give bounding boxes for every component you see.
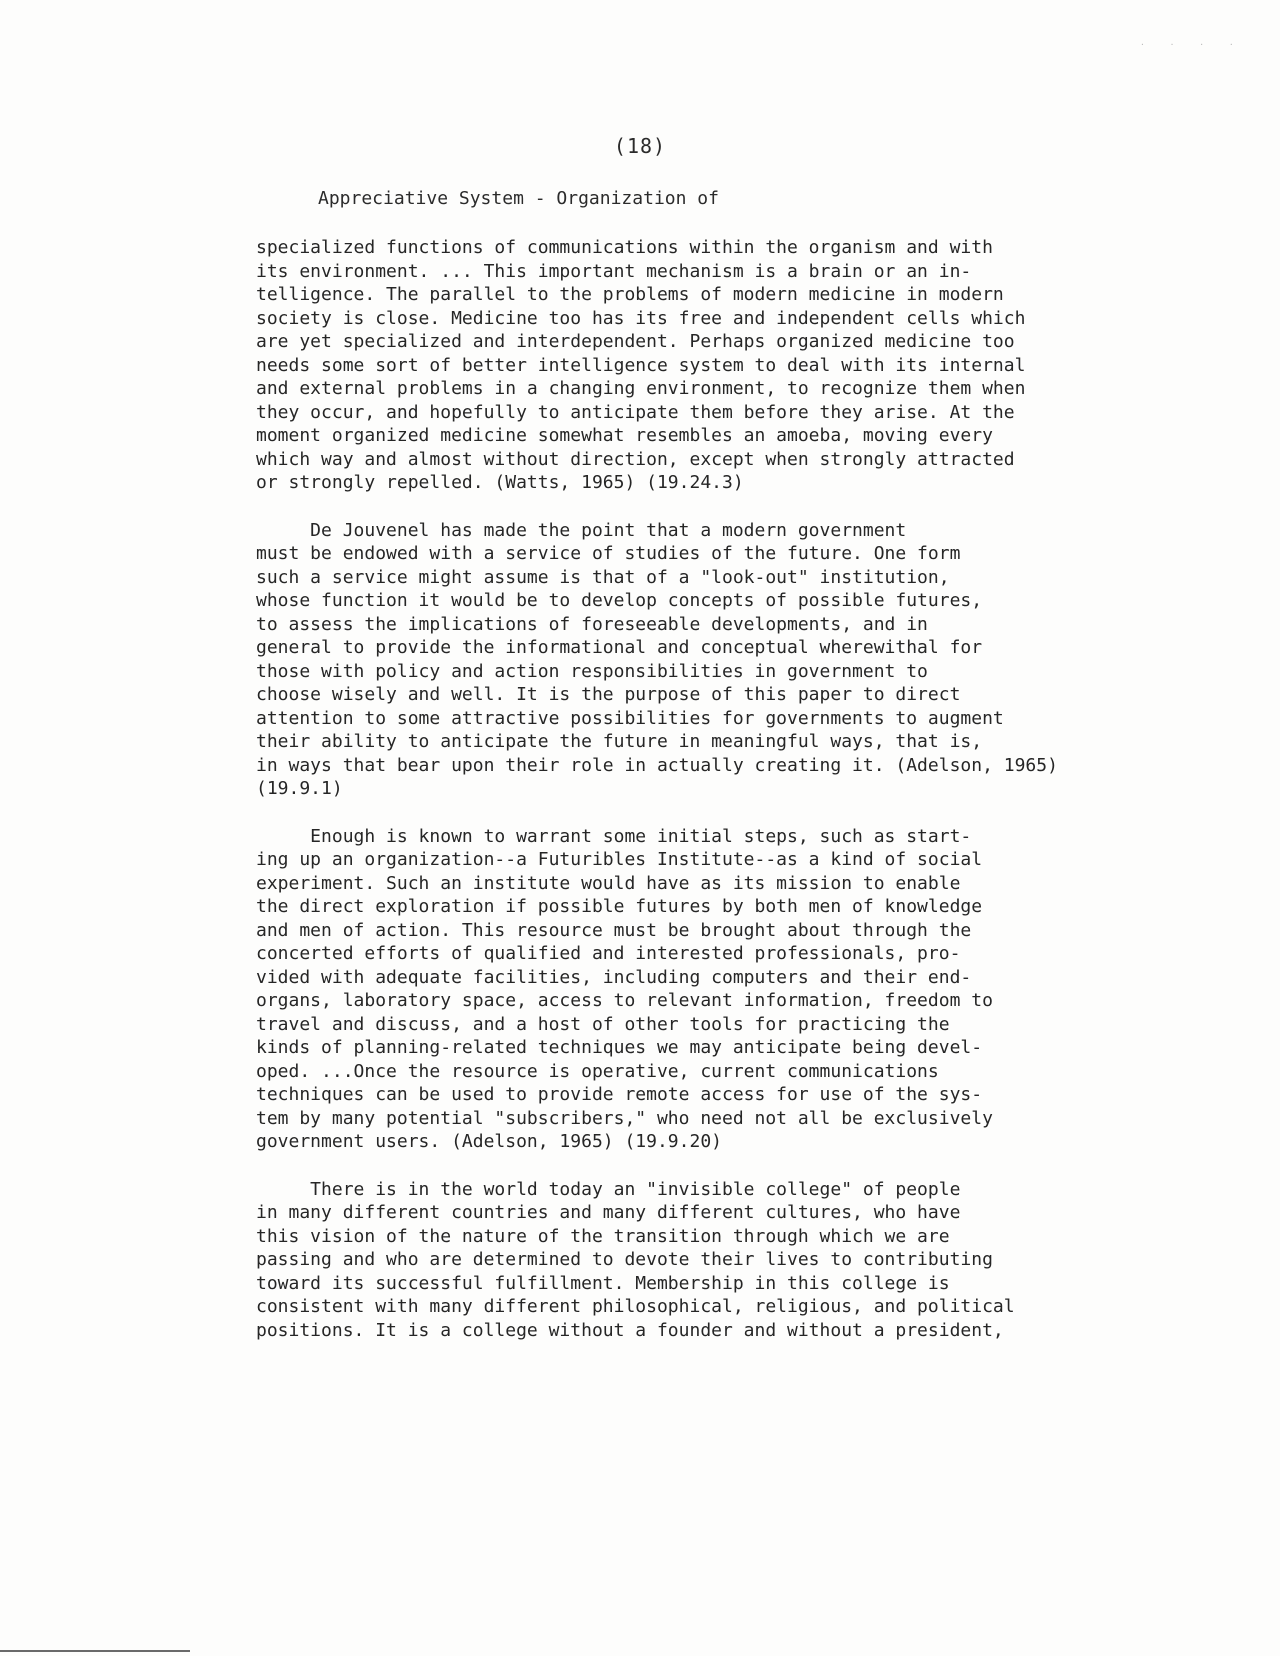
text-line: toward its successful fulfillment. Membership in this college is — [256, 1272, 950, 1294]
paragraph-4 — [256, 1178, 1156, 1343]
text-line: specialized functions of communications within the organism and with — [256, 237, 993, 258]
text-line: the direct exploration if possible futures by both men of knowledge — [256, 896, 983, 917]
text-line: in ways that bear upon their role in actually creating it. (Adelson, 1965) — [256, 754, 1058, 776]
paragraph-gap — [256, 1154, 1156, 1178]
text-line: moment organized medicine somewhat resembles an amoeba, moving every — [256, 425, 993, 446]
page-number: (18) — [613, 134, 667, 158]
text-line: techniques can be used to provide remote access for use of the sys- — [256, 1084, 983, 1105]
text-line: in many different countries and many different cultures, who have — [256, 1202, 961, 1223]
text-line: consistent with many different philosophical, religious, and political — [256, 1296, 1015, 1317]
text-line: tem by many potential "subscribers," who need not all be exclusively — [256, 1107, 993, 1129]
text-line: experiment. Such an institute would have as its mission to enable — [256, 872, 961, 894]
text-line: and men of action. This resource must be brought about through the — [256, 919, 972, 941]
text-line: De Jouvenel has made the point that a modern government — [256, 519, 907, 541]
text-line: those with policy and action responsibilities in government to — [256, 660, 928, 682]
text-line: kinds of planning-related techniques we may anticipate being devel- — [256, 1037, 983, 1058]
text-line: telligence. The parallel to the problems of modern medicine in modern — [256, 284, 1004, 305]
text-line: Enough is known to warrant some initial steps, such as start- — [256, 825, 972, 847]
text-line: or strongly repelled. (Watts, 1965) (19.24.3) — [256, 472, 744, 493]
text-line: must be endowed with a service of studies of the future. One form — [256, 543, 961, 564]
text-line: to assess the implications of foreseeable developments, and in — [256, 613, 928, 635]
text-line: concerted efforts of qualified and interested professionals, pro- — [256, 943, 961, 964]
text-line: passing and who are determined to devote their lives to contributing — [256, 1249, 993, 1270]
text-line: this vision of the nature of the transition through which we are — [256, 1225, 950, 1247]
text-line: choose wisely and well. It is the purpose of this paper to direct — [256, 684, 961, 705]
text-line: oped. ...Once the resource is operative, current communications — [256, 1060, 939, 1082]
text-line: travel and discuss, and a host of other tools for practicing the — [256, 1013, 950, 1035]
margin-marks: · · · · — [1140, 40, 1244, 49]
paragraph-2 — [256, 519, 1156, 801]
text-line: its environment. ... This important mechanism is a brain or an in- — [256, 260, 972, 282]
text-line: society is close. Medicine too has its free and independent cells which — [256, 307, 1026, 329]
text-line: attention to some attractive possibilities for governments to augment — [256, 707, 1004, 729]
text-line: such a service might assume is that of a "look-out" institution, — [256, 566, 950, 588]
text-line: positions. It is a college without a founder and without a president, — [256, 1319, 1004, 1341]
text-line: are yet specialized and interdependent. Perhaps organized medicine too — [256, 331, 1015, 352]
text-line: and external problems in a changing environment, to recognize them when — [256, 378, 1026, 399]
text-line: ing up an organization--a Futuribles Institute--as a kind of social — [256, 849, 983, 870]
text-line: they occur, and hopefully to anticipate them before they arise. At the — [256, 401, 1015, 423]
text-line: needs some sort of better intelligence system to deal with its internal — [256, 354, 1026, 376]
section-heading: Appreciative System - Organization of — [318, 188, 719, 209]
text-line: There is in the world today an "invisible college" of people — [256, 1178, 961, 1200]
paragraph-1 — [256, 236, 1156, 495]
text-line: which way and almost without direction, except when strongly attracted — [256, 448, 1015, 470]
bottom-edge-rule — [0, 1650, 190, 1652]
text-line: (19.9.1) — [256, 778, 343, 799]
text-line: general to provide the informational and conceptual wherewithal for — [256, 637, 983, 658]
paragraph-gap — [256, 801, 1156, 825]
text-line: organs, laboratory space, access to relevant information, freedom to — [256, 990, 993, 1011]
text-line: government users. (Adelson, 1965) (19.9.20) — [256, 1131, 722, 1152]
paragraph-gap — [256, 495, 1156, 519]
text-line: vided with adequate facilities, including computers and their end- — [256, 966, 972, 988]
text-line: whose function it would be to develop concepts of possible futures, — [256, 590, 983, 611]
body-text — [256, 236, 1156, 1342]
text-line: their ability to anticipate the future in meaningful ways, that is, — [256, 731, 983, 752]
paragraph-3 — [256, 825, 1156, 1154]
